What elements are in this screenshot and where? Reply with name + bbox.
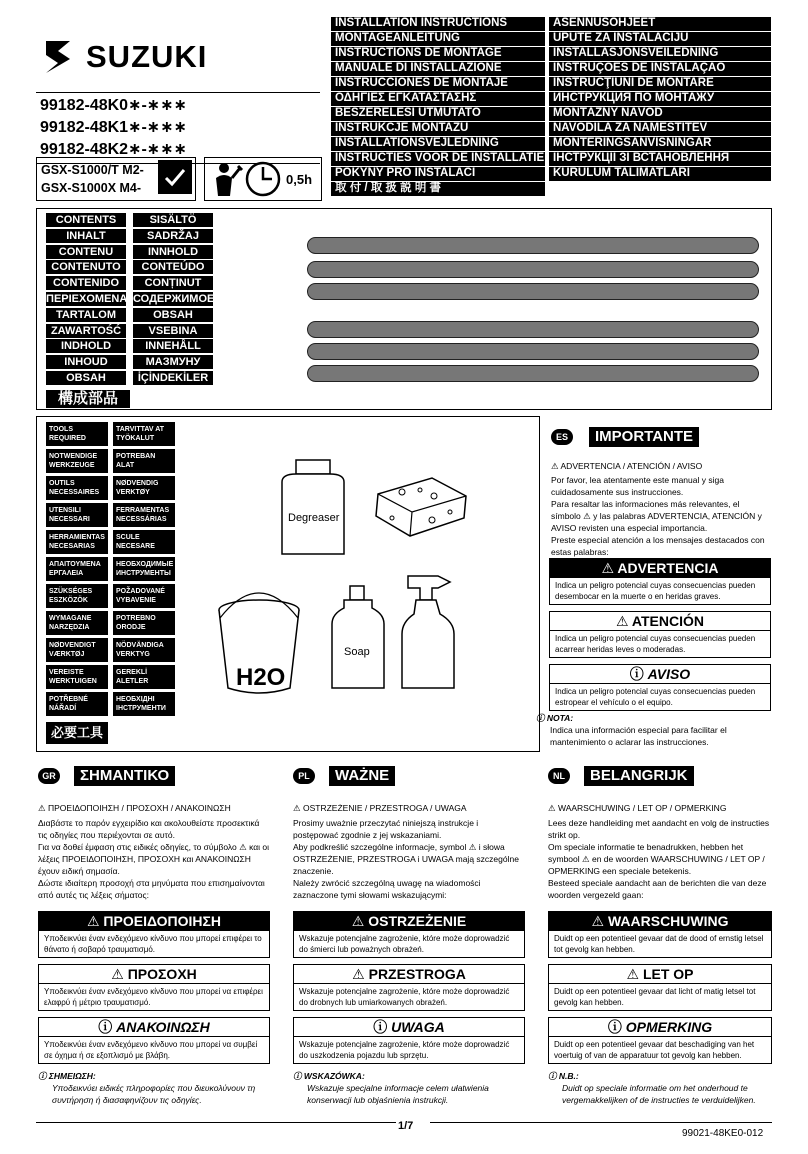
model-name: GSX-S1000X M4- — [41, 181, 142, 195]
check-icon — [158, 160, 192, 194]
warning-icon: ⚠ — [548, 803, 558, 813]
title-item: UPUTE ZA INSTALACIJU — [549, 32, 771, 46]
title-item: INSTALLATION INSTRUCTIONS — [331, 17, 545, 31]
warning-title — [39, 1018, 269, 1036]
tools-label: SCULE NECESARE — [113, 530, 175, 554]
pl-note — [293, 1070, 525, 1106]
warning-icon: ⚠ — [293, 803, 303, 813]
soap-bottle-icon — [330, 584, 386, 692]
pl-warn-line — [293, 802, 525, 814]
trim-strip — [307, 365, 759, 382]
warning-box — [38, 1017, 270, 1064]
warning-icon: ⚠ — [351, 913, 369, 929]
contents-label: TARTALOM — [46, 308, 126, 322]
suzuki-s-icon — [38, 37, 78, 77]
warning-title-text: ΠΡΟΣΟΧΗ — [127, 966, 197, 982]
tools-label: NOTWENDIGE WERKZEUGE — [46, 449, 108, 473]
warning-title — [294, 1018, 524, 1036]
warning-title-text: ΑΝΑΚΟΙΝΩΣΗ — [116, 1019, 210, 1035]
warning-title — [550, 559, 770, 577]
es-header — [551, 427, 699, 447]
suzuki-logo — [38, 34, 238, 80]
tools-label: НЕОБХОДИМЫЕ ИНСТРУМЕНТЫ — [113, 557, 175, 581]
gr-note-title: ΣΗΜΕΙΩΣΗ: — [48, 1071, 96, 1081]
gr-note-title-row — [38, 1070, 270, 1082]
title-item: MONTAGEANLEITUNG — [331, 32, 545, 46]
es-boxes — [549, 558, 771, 717]
tools-label: WYMAGANE NARZĘDZIA — [46, 611, 108, 635]
warning-body: Wskazuje potencjalne zagrożenie, które może doprowadzić do uszkodzenia pojazdu lub sprzętu. — [294, 1036, 524, 1063]
es-warn-line: ⚠ ADVERTENCIA / ATENCIÓN / AVISO — [551, 461, 703, 471]
degreaser-icon — [278, 458, 348, 558]
pl-code: PL — [293, 768, 315, 784]
tools-label: GEREKLİ ALETLER — [113, 665, 175, 689]
warning-icon: ⚠ — [38, 803, 48, 813]
notice-icon: ⓘ — [607, 1019, 626, 1035]
pl-warn-text: OSTRZEŻENIE / PRZESTROGA / UWAGA — [302, 803, 467, 813]
warning-title-text: UWAGA — [391, 1019, 445, 1035]
nl-title: BELANGRIJK — [584, 766, 694, 786]
warning-icon: ⚠ — [86, 913, 104, 929]
water-label: H2O — [236, 664, 286, 691]
tools-label: NØDVENDIGT VÆRKTØJ — [46, 638, 108, 662]
footer-rule — [430, 1122, 772, 1123]
es-note-title: NOTA: — [546, 713, 574, 723]
gr-boxes — [38, 911, 270, 1064]
tools-label: POŽADOVANÉ VYBAVENIE — [113, 584, 175, 608]
title-item: KURULUM TALİMATLARI — [549, 167, 771, 181]
warning-body: Wskazuje potencjalne zagrożenie, które może doprowadzić do drobnych lub umiarkowanych obrażeń. — [294, 983, 524, 1010]
contents-label: SADRŽAJ — [133, 229, 213, 243]
title-item: MANUALE DI INSTALLAZIONE — [331, 62, 545, 76]
warning-title — [294, 965, 524, 983]
title-item: INSTRUCTIES VOOR DE INSTALLATIE — [331, 152, 545, 166]
title-item: NAVODILA ZA NAMESTITEV — [549, 122, 771, 136]
tools-list-left — [46, 422, 108, 719]
title-list-right — [549, 17, 771, 182]
warning-box — [293, 1017, 525, 1064]
contents-label: ZAWARTOŚĆ — [46, 324, 126, 338]
title-item: INSTALLATIONSVEJLEDNING — [331, 137, 545, 151]
title-item: MONTERINGSANVISNINGAR — [549, 137, 771, 151]
gr-title: ΣΗΜΑΝΤΙΚΟ — [74, 766, 175, 786]
warning-box — [548, 964, 772, 1011]
note-icon: ⓘ — [293, 1071, 304, 1081]
tools-label: ΑΠΑΙΤΟΥΜΕΝΑ ΕΡΓΑΛΕΙΑ — [46, 557, 108, 581]
part-numbers — [36, 92, 320, 164]
warning-title — [39, 965, 269, 983]
warning-title-text: LET OP — [642, 966, 694, 982]
title-item: BESZERELÉSI ÚTMUTATÓ — [331, 107, 545, 121]
warning-title-text: OPMERKING — [625, 1019, 713, 1035]
warning-title-text: ΠΡΟΕΙΔΟΠΟΙΗΣΗ — [103, 913, 222, 929]
warning-title-text: OSTRZEŻENIE — [368, 913, 467, 929]
contents-label: МАЗМУНУ — [133, 355, 213, 369]
brand-name: SUZUKI — [86, 39, 208, 74]
nl-paragraph: Lees deze handleiding met aandacht en volg de instructies strikt op. Om speciale informatie te benadrukken, hebben het symbool ⚠ en de woorden WAARSCHUWING / LET OP / OPMERKING een speciale betekenis. Besteed speciale aandacht aan de berichten die van deze woorden vergezeld gaan: — [548, 818, 770, 900]
tools-label: NÖDVÄNDIGA VERKTYG — [113, 638, 175, 662]
note-icon: ⓘ — [38, 1071, 49, 1081]
model-name: GSX-S1000/T M2- — [41, 163, 144, 177]
note-icon-title: ⓘ NOTA: — [536, 713, 574, 723]
contents-label: INHOUD — [46, 355, 126, 369]
contents-label: OBSAH — [133, 308, 213, 322]
contents-label: INNHOLD — [133, 245, 213, 259]
warning-title — [549, 1018, 771, 1036]
tools-label: FERRAMENTAS NECESSÁRIAS — [113, 503, 175, 527]
tools-label: TARVITTAV AT TYÖKALUT — [113, 422, 175, 446]
warning-title-text: PRZESTROGA — [368, 966, 466, 982]
contents-label: VSEBINA — [133, 324, 213, 338]
warning-title-text: ADVERTENCIA — [617, 560, 719, 576]
note-icon: ⓘ — [548, 1071, 559, 1081]
tools-label: POTREBAN ALAT — [113, 449, 175, 473]
warning-icon: ⚠ — [591, 913, 608, 929]
trim-strip — [307, 283, 759, 300]
tools-label: TOOLS REQUIRED — [46, 422, 108, 446]
warning-title-text: ATENCIÓN — [631, 613, 704, 629]
title-item: INSTALLASJONSVEILEDNING — [549, 47, 771, 61]
title-item: INSTRUKCJE MONTAŻU — [331, 122, 545, 136]
title-item: ИНСТРУКЦИЯ ПО МОНТАЖУ — [549, 92, 771, 106]
title-item: INSTRUCCIONES DE MONTAJE — [331, 77, 545, 91]
contents-label: INDHOLD — [46, 339, 126, 353]
es-paragraph: Por favor, lea atentamente este manual y siga cuidadosamente sus instrucciones. Para resaltar las informaciones más relevantes, el símbolo ⚠ y las palabras ADVERTENCIA, ATENCIÓN y AVISO revisten una especial importancia. Preste especial atención a los mensajes destacados con estas palabras: — [551, 475, 765, 557]
time-value: 0,5h — [286, 172, 313, 187]
gr-section — [38, 766, 270, 1106]
contents-label: İÇİNDEKİLER — [133, 371, 213, 385]
warning-icon: ⚠ — [352, 966, 369, 982]
notice-icon: ⓘ — [629, 666, 648, 682]
contents-list-right — [133, 213, 213, 387]
nl-header — [548, 766, 772, 786]
gr-paragraph: Διαβάστε το παρόν εγχειρίδιο και ακολουθείστε προσεκτικά τις οδηγίες που περιέχονται σε αυτό. Για να δοθεί έμφαση στις ειδικές οδηγίες, το σύμβολο ⚠ και οι λέξεις ΠΡΟΕΙΔΟΠΟΙΗΣΗ, ΠΡΟΣΟΧΗ και ΑΝΑΚΟΙΝΩΣΗ έχουν ειδική σημασία. Δώστε ιδιαίτερη προσοχή στα μηνύματα που επισημαίνονται από αυτές τις λέξεις σήματος: — [38, 818, 270, 900]
warning-box — [38, 911, 270, 958]
notice-icon: ⓘ — [373, 1019, 392, 1035]
gr-header — [38, 766, 270, 786]
warning-title — [549, 965, 771, 983]
tools-label: НЕОБХІДНІ ІНСТРУМЕНТИ — [113, 692, 175, 716]
warning-body: Indica un peligro potencial cuyas consecuencias pueden desembocar en la muerte o en heridas graves. — [550, 577, 770, 604]
page-number: 1/7 — [398, 1120, 414, 1132]
nl-warn-line — [548, 802, 772, 814]
part-number: 99182-48K0∗-∗∗∗ — [40, 97, 188, 114]
contents-list-left — [46, 213, 126, 387]
warning-body: Duidt op een potentieel gevaar dat de dood of ernstig letsel tot gevolg kan hebben. — [549, 930, 771, 957]
warning-title — [549, 912, 771, 930]
warning-title-text: WAARSCHUWING — [607, 913, 729, 929]
soap-label: Soap — [344, 646, 370, 658]
contents-label: CONTENTS — [46, 213, 126, 227]
warning-box — [548, 911, 772, 958]
tools-label: NØDVENDIG VERKTØY — [113, 476, 175, 500]
warning-box — [549, 611, 771, 658]
tools-label: POTŘEBNÉ NÁŘADÍ — [46, 692, 108, 716]
tools-label: SZÜKSÉGES ESZKÖZÖK — [46, 584, 108, 608]
pl-header — [293, 766, 525, 786]
warning-body: Υποδεικνύει έναν ενδεχόμενο κίνδυνο που μπορεί να συμβεί σε όχημα ή σε εξοπλισμό με βλάβη. — [39, 1036, 269, 1063]
document-number: 99021-48KE0-012 — [682, 1128, 764, 1139]
title-item: 取 付 / 取 扱 説 明 書 — [331, 182, 545, 196]
warning-title — [294, 912, 524, 930]
title-item: INSTRUÇÕES DE INSTALAÇÃO — [549, 62, 771, 76]
warning-box — [549, 558, 771, 605]
nl-note-title-row — [548, 1070, 772, 1082]
tools-label: UTENSILI NECESSARI — [46, 503, 108, 527]
clock-icon — [244, 160, 282, 198]
nl-note — [548, 1070, 772, 1106]
warning-box — [293, 911, 525, 958]
nl-section — [548, 766, 772, 1106]
notice-icon: ⓘ — [98, 1019, 117, 1035]
gr-code: GR — [38, 768, 60, 784]
trim-strip — [307, 321, 759, 338]
contents-label: OBSAH — [46, 371, 126, 385]
contents-label: CONTEÚDO — [133, 260, 213, 274]
degreaser-label: Degreaser — [288, 512, 340, 524]
es-title: IMPORTANTE — [589, 427, 699, 447]
warning-title — [39, 912, 269, 930]
warning-title — [550, 612, 770, 630]
contents-label: ΠΕΡΙΕΧΟΜΕΝΑ — [46, 292, 128, 305]
warning-body: Υποδεικνύει έναν ενδεχόμενο κίνδυνο που μπορεί να επιφέρει ελαφρύ ή μέτριο τραυματισμό. — [39, 983, 269, 1010]
title-item: ІНСТРУКЦІЇ ЗІ ВСТАНОВЛЕННЯ — [549, 152, 771, 166]
title-item: INSTRUCŢIUNI DE MONTARE — [549, 77, 771, 91]
mechanic-icon — [210, 160, 244, 198]
gr-note — [38, 1070, 270, 1106]
pl-note-title-row — [293, 1070, 525, 1082]
trim-strip — [307, 237, 759, 254]
contents-jp: 構成部品 — [46, 390, 130, 408]
warning-body: Indica un peligro potencial cuyas consecuencias pueden acarrear heridas leves o moderadas. — [550, 630, 770, 657]
es-note-body: Indica una información especial para facilitar el mantenimiento o aclarar las instrucciones. — [550, 725, 727, 747]
warning-title — [550, 665, 770, 683]
warning-body: Indica un peligro potencial cuyas consecuencias pueden estropear el vehículo o el equipo. — [550, 683, 770, 710]
title-item: INSTRUCTIONS DE MONTAGE — [331, 47, 545, 61]
title-list-left — [331, 17, 545, 197]
title-item: ΟΔΗΓΙΕΣ ΕΓΚΑΤΑΣΤΑΣΗΣ — [331, 92, 545, 106]
spray-bottle-icon — [398, 570, 468, 692]
nl-boxes — [548, 911, 772, 1064]
tools-list-right — [113, 422, 175, 719]
contents-label: INNEHÅLL — [133, 339, 213, 353]
trim-strip — [307, 261, 759, 278]
tools-label: VEREISTE WERKTUIGEN — [46, 665, 108, 689]
contents-label: CONTENIDO — [46, 276, 126, 290]
part-number: 99182-48K1∗-∗∗∗ — [40, 119, 188, 136]
warning-title-text: AVISO — [647, 666, 691, 682]
tools-label: HERRAMIENTAS NECESARIAS — [46, 530, 108, 554]
warning-box — [548, 1017, 772, 1064]
contents-label: INHALT — [46, 229, 126, 243]
gr-warn-line — [38, 802, 270, 814]
pl-note-body: Wskazuje specjalne informacje celem ułatwienia konserwacji lub objaśnienia instrukcji. — [307, 1083, 489, 1105]
warning-body: Υποδεικνύει έναν ενδεχόμενο κίνδυνο που μπορεί επιφέρει το θάνατο ή σοβαρό τραυματισμό. — [39, 930, 269, 957]
contents-label: CONTENUTO — [46, 260, 126, 274]
contents-label: SISÄLTÖ — [133, 213, 213, 227]
footer-rule — [36, 1122, 396, 1123]
warning-box — [549, 664, 771, 711]
warning-body: Duidt op een potentieel gevaar dat licht of matig letsel tot gevolg kan hebben. — [549, 983, 771, 1010]
part-number: 99182-48K2∗-∗∗∗ — [40, 141, 188, 158]
pl-section — [293, 766, 525, 1106]
warning-body: Duidt op een potentieel gevaar dat beschadiging van het voertuig of van de apparatuur tot gevolg kan hebben. — [549, 1036, 771, 1063]
pl-title: WAŻNE — [329, 766, 395, 786]
tools-jp: 必要工具 — [46, 722, 108, 744]
tools-label: POTREBNO ORODJE — [113, 611, 175, 635]
tools-label: OUTILS NECESSAIRES — [46, 476, 108, 500]
contents-label: СОДЕРЖИМОЕ — [133, 292, 215, 305]
warning-body: Wskazuje potencjalne zagrożenie, które może doprowadzić do śmierci lub poważnych obrażeń. — [294, 930, 524, 957]
es-warn-text: ADVERTENCIA / ATENCIÓN / AVISO — [560, 461, 703, 471]
title-item: POKYNY PRO INSTALACI — [331, 167, 545, 181]
gr-note-body: Υποδεικνύει ειδικές πληροφορίες που διευκολύνουν τη συντήρηση ή διασαφηνίζουν τις οδηγίες. — [52, 1083, 256, 1105]
sponge-icon — [372, 472, 472, 542]
pl-paragraph: Prosimy uważnie przeczytać niniejszą instrukcje i postępować zgodnie z jej wskazaniami. Aby podkreślić szczególne informacje, symbol ⚠ i słowa OSTRZEŻENIE, PRZESTROGA i UWAGA mają szczególne znaczenie. Należy zwrócić szczególną uwagę na wiadomości zaznaczone tymi słowami wskazującymi: — [293, 818, 519, 900]
pl-note-title: WSKAZÓWKA: — [303, 1071, 365, 1081]
nl-warn-text: WAARSCHUWING / LET OP / OPMERKING — [557, 803, 727, 813]
trim-strip — [307, 343, 759, 360]
title-item: MONTÁŽNY NÁVOD — [549, 107, 771, 121]
nl-note-title: N.B.: — [558, 1071, 579, 1081]
es-note — [536, 712, 772, 748]
warning-box — [38, 964, 270, 1011]
es-code: ES — [551, 429, 573, 445]
warning-icon: ⚠ — [626, 966, 643, 982]
warning-box — [293, 964, 525, 1011]
title-item: ASENNUSOHJEET — [549, 17, 771, 31]
pl-boxes — [293, 911, 525, 1064]
contents-label: CONȚINUT — [133, 276, 213, 290]
warning-icon: ⚠ — [111, 966, 128, 982]
warning-icon: ⚠ — [601, 560, 618, 576]
nl-note-body: Duidt op speciale informatie om het onderhoud te vergemakkelijken of de instructies te verduidelijken. — [562, 1083, 756, 1105]
gr-warn-text: ΠΡΟΕΙΔΟΠΟΙΗΣΗ / ΠΡΟΣΟΧΗ / ΑΝΑΚΟΙΝΩΣΗ — [47, 803, 231, 813]
nl-code: NL — [548, 768, 570, 784]
warning-icon: ⚠ — [616, 613, 632, 629]
contents-label: CONTENU — [46, 245, 126, 259]
